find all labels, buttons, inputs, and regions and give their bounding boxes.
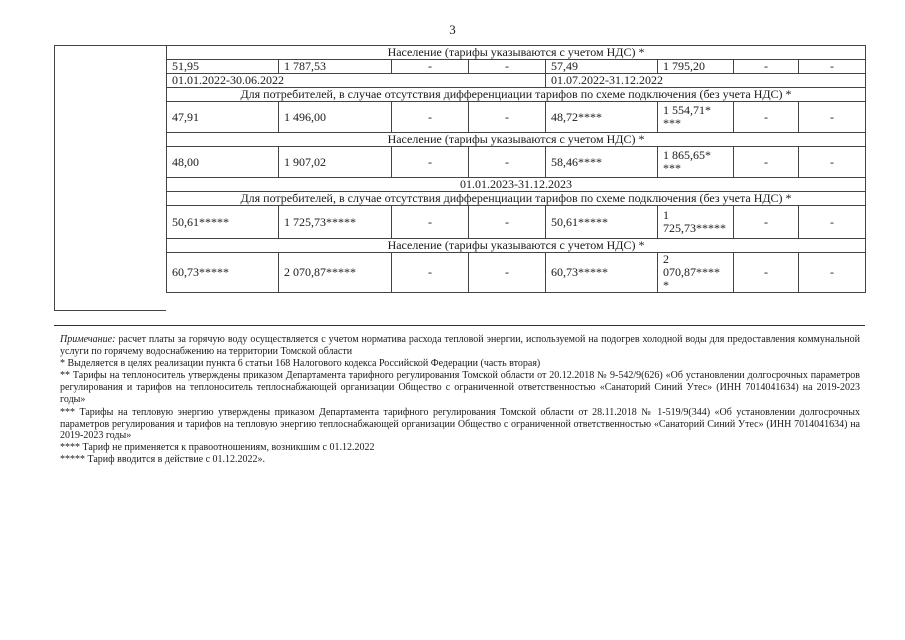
cell-dash: - — [734, 147, 799, 178]
page-number: 3 — [449, 22, 456, 37]
cell-dash: - — [799, 147, 866, 178]
section-population-label: Население (тарифы указываются с учетом НДС) * — [167, 239, 866, 253]
note-1: * Выделяется в целях реализации пункта 6 статьи 168 Налогового кодекса Российской Федерации (часть вторая) — [60, 357, 541, 369]
cell-value: 57,49 — [546, 60, 658, 74]
section-row — [167, 192, 866, 206]
cell-value: 1 554,71* *** — [658, 102, 734, 133]
cell-dash: - — [734, 206, 799, 239]
cell-value: 1 725,73***** — [658, 206, 734, 239]
cell-value: 50,61***** — [167, 206, 279, 239]
cell-dash: - — [392, 60, 469, 74]
section-row — [167, 133, 866, 147]
cell-value: 1 787,53 — [279, 60, 392, 74]
cell-value: 1 865,65* *** — [658, 147, 734, 178]
cell-value: 1 725,73***** — [279, 206, 392, 239]
note-main-text: расчет платы за горячую воду осуществляется с учетом норматива расхода тепловой энергии, используемой на подогрев холодной воды для предоставления коммунальной услуги по горячему водоснабжению на территории Томской области — [60, 334, 860, 357]
table-row — [167, 206, 866, 239]
cell-value: 48,72**** — [546, 102, 658, 133]
table-row — [167, 60, 866, 74]
cell-dash: - — [469, 147, 546, 178]
cell-dash: - — [799, 253, 866, 293]
cell-dash: - — [392, 206, 469, 239]
period-row — [167, 178, 866, 192]
note-2: ** Тарифы на теплоноситель утверждены приказом Департамента тарифного регулирования Томской области от 20.12.2018 № 9-542/9(626) «Об установлении долгосрочных параметров регулирования и тарифов на теплоноситель теплоснабжающей организации Общество с ограниченной ответственностью «Санаторий Синий Утес» (ИНН 7014041634) на 2019-2023 годы» — [60, 370, 860, 405]
tariff-table — [166, 45, 866, 293]
cell-dash: - — [799, 206, 866, 239]
section-population-label: Население (тарифы указываются с учетом НДС) * — [167, 133, 866, 147]
cell-dash: - — [392, 147, 469, 178]
cell-value: 60,73***** — [546, 253, 658, 293]
cell-value: 2 070,87**** * — [658, 253, 734, 293]
section-row — [167, 46, 866, 60]
cell-value: 1 496,00 — [279, 102, 392, 133]
cell-value: 47,91 — [167, 102, 279, 133]
note-label: Примечание: — [60, 334, 116, 345]
cell-dash: - — [799, 102, 866, 133]
note-4: **** Тариф не применяется к правоотношениям, возникшим с 01.12.2022 — [60, 442, 375, 454]
period-row — [167, 74, 866, 88]
section-population-label: Население (тарифы указываются с учетом НДС) * — [167, 46, 866, 60]
period-2022-h2: 01.07.2022-31.12.2022 — [546, 74, 866, 88]
cell-value: 60,73***** — [167, 253, 279, 293]
note-main — [60, 334, 860, 358]
table-row — [167, 102, 866, 133]
note-3: *** Тарифы на тепловую энергию утверждены приказом Департамента тарифного регулирования Томской области от 28.11.2018 № 1-519/9(344) «Об установлении долгосрочных параметров регулирования и тарифов на тепловую энергию теплоснабжающей организации Общество с ограниченной ответственностью «Санаторий Синий Утес» (ИНН 7014041634) на 2019-2023 годы» — [60, 406, 860, 442]
cell-dash: - — [392, 253, 469, 293]
cell-value: 48,00 — [167, 147, 279, 178]
cell-dash: - — [734, 102, 799, 133]
notes-block — [60, 334, 860, 466]
cell-dash: - — [469, 102, 546, 133]
cell-value: 2 070,87***** — [279, 253, 392, 293]
cell-dash: - — [734, 253, 799, 293]
cell-value: 58,46**** — [546, 147, 658, 178]
cell-dash: - — [469, 253, 546, 293]
cell-value: 51,95 — [167, 60, 279, 74]
cell-value: 1 795,20 — [658, 60, 734, 74]
period-2023: 01.01.2023-31.12.2023 — [167, 178, 866, 192]
notes-divider — [54, 325, 865, 326]
section-nodiff-label: Для потребителей, в случае отсутствия дифференциации тарифов по схеме подключения (без учета НДС) * — [167, 88, 866, 102]
section-nodiff-label: Для потребителей, в случае отсутствия дифференциации тарифов по схеме подключения (без учета НДС) * — [167, 192, 866, 206]
table-row — [167, 147, 866, 178]
cell-dash: - — [469, 206, 546, 239]
cell-dash: - — [469, 60, 546, 74]
section-row — [167, 88, 866, 102]
section-row — [167, 239, 866, 253]
note-5: ***** Тариф вводится в действие с 01.12.2022». — [60, 453, 266, 465]
cell-dash: - — [392, 102, 469, 133]
table-left-column — [54, 45, 166, 311]
table-row — [167, 253, 866, 293]
cell-value: 1 907,02 — [279, 147, 392, 178]
cell-value: 50,61***** — [546, 206, 658, 239]
cell-dash: - — [734, 60, 799, 74]
period-2022-h1: 01.01.2022-30.06.2022 — [167, 74, 546, 88]
cell-dash: - — [799, 60, 866, 74]
